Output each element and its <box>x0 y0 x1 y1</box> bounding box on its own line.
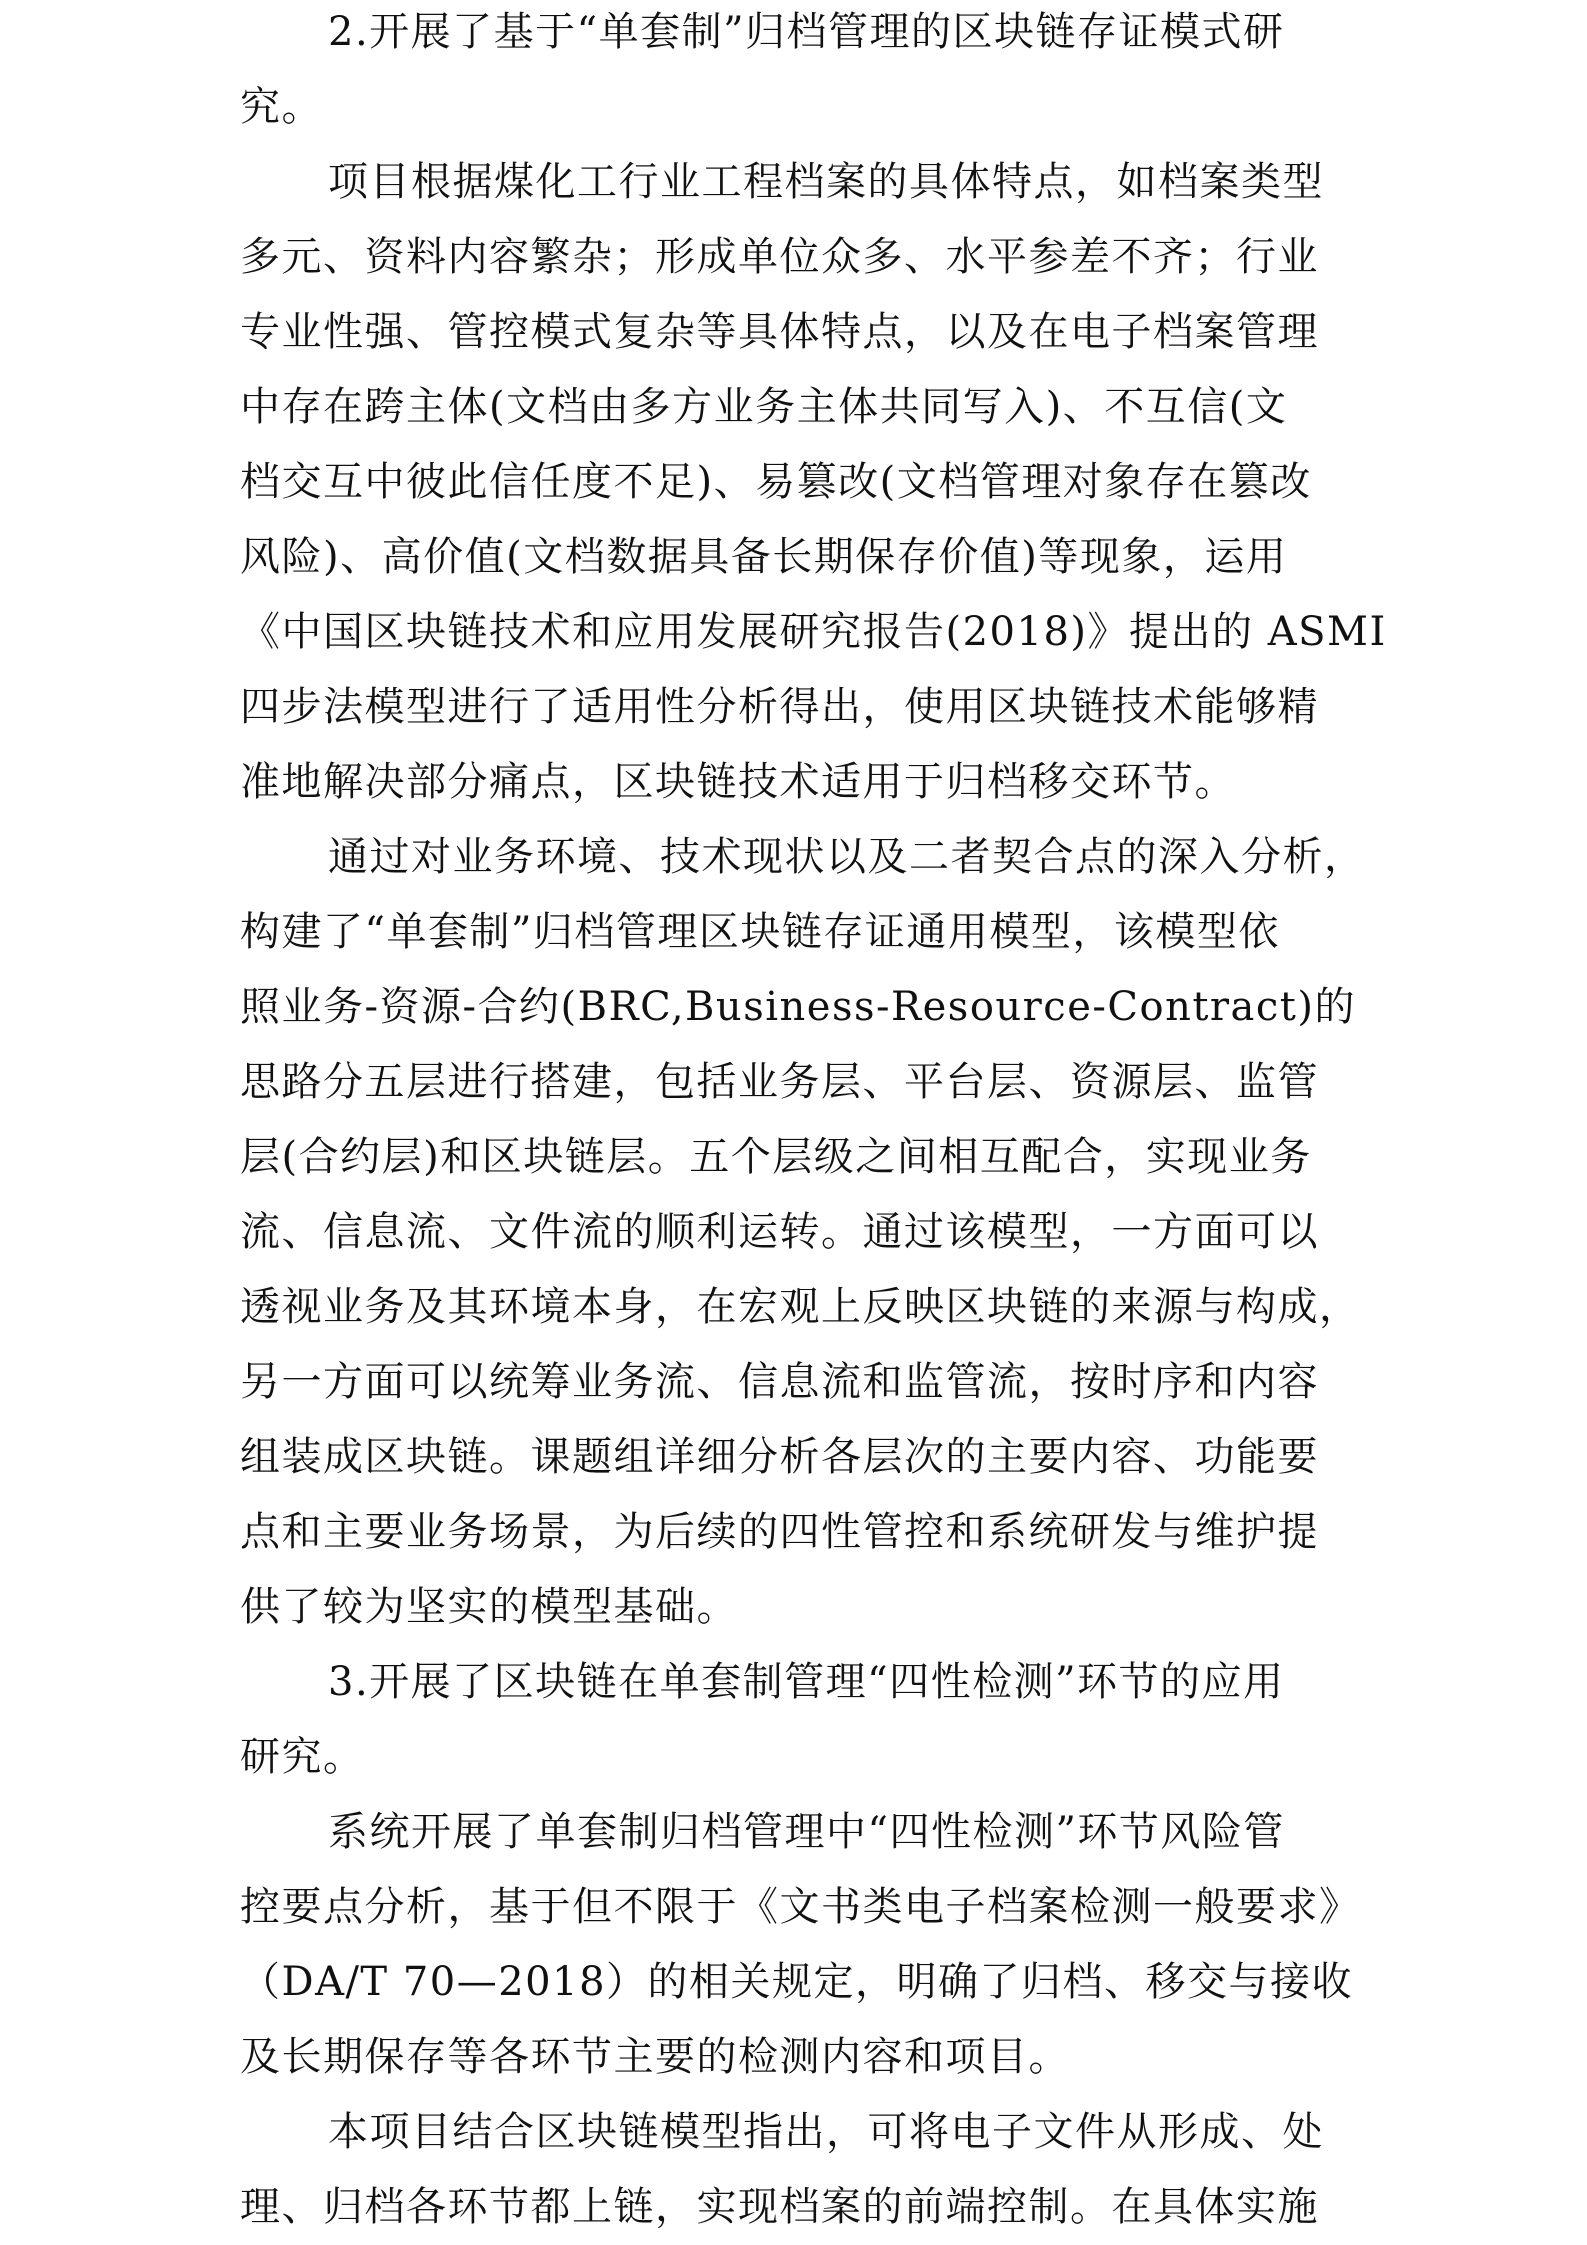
paragraph-line: 照业务-资源-合约(BRC,Business-Resource-Contract)的 <box>240 984 1356 1030</box>
paragraph-line: 及长期保存等各环节主要的检测内容和项目。 <box>240 2034 1070 2080</box>
paragraph-line: 四步法模型进行了适用性分析得出，使用区块链技术能够精 <box>240 684 1319 730</box>
paragraph-line: 组装成区块链。课题组详细分析各层次的主要内容、功能要 <box>240 1434 1319 1480</box>
paragraph-line: 多元、资料内容繁杂；形成单位众多、水平参差不齐；行业 <box>240 234 1319 280</box>
section-heading-3-line-2: 研究。 <box>240 1734 365 1780</box>
paragraph-line: 流、信息流、文件流的顺利运转。通过该模型，一方面可以 <box>240 1209 1319 1255</box>
paragraph-line: 控要点分析，基于但不限于《文书类电子档案检测一般要求》 <box>240 1884 1361 1930</box>
paragraph-line: 点和主要业务场景，为后续的四性管控和系统研发与维护提 <box>240 1509 1319 1555</box>
paragraph-line: 风险)、高价值(文档数据具备长期保存价值)等现象，运用 <box>240 534 1288 580</box>
paragraph-line: （DA/T 70—2018）的相关规定，明确了归档、移交与接收 <box>240 1959 1354 2005</box>
paragraph-line: 系统开展了单套制归档管理中“四性检测”环节风险管 <box>328 1809 1285 1855</box>
paragraph-line: 思路分五层进行搭建，包括业务层、平台层、资源层、监管 <box>240 1059 1319 1105</box>
paragraph-line: 中存在跨主体(文档由多方业务主体共同写入)、不互信(文 <box>240 384 1288 430</box>
paragraph-line: 构建了“单套制”归档管理区块链存证通用模型，该模型依 <box>240 909 1280 955</box>
paragraph-line: 本项目结合区块链模型指出，可将电子文件从形成、处 <box>328 2109 1324 2155</box>
paragraph-line: 档交互中彼此信任度不足)、易篡改(文档管理对象存在篡改 <box>240 459 1312 505</box>
section-heading-2-line-1: 2.开展了基于“单套制”归档管理的区块链存证模式研 <box>328 9 1285 55</box>
paragraph-line: 准地解决部分痛点，区块链技术适用于归档移交环节。 <box>240 759 1236 805</box>
paragraph-line: 《中国区块链技术和应用发展研究报告(2018)》提出的 ASMI <box>240 609 1387 655</box>
paragraph-line: 透视业务及其环境本身，在宏观上反映区块链的来源与构成， <box>240 1284 1361 1330</box>
paragraph-line: 专业性强、管控模式复杂等具体特点，以及在电子档案管理 <box>240 309 1319 355</box>
paragraph-line: 另一方面可以统筹业务流、信息流和监管流，按时序和内容 <box>240 1359 1319 1405</box>
section-heading-3-line-1: 3.开展了区块链在单套制管理“四性检测”环节的应用 <box>328 1659 1285 1705</box>
paragraph-line: 供了较为坚实的模型基础。 <box>240 1584 738 1630</box>
section-heading-2-line-2: 究。 <box>240 84 323 130</box>
paragraph-line: 层(合约层)和区块链层。五个层级之间相互配合，实现业务 <box>240 1134 1312 1180</box>
paragraph-line: 理、归档各环节都上链，实现档案的前端控制。在具体实施 <box>240 2184 1319 2230</box>
paragraph-line: 通过对业务环境、技术现状以及二者契合点的深入分析， <box>328 834 1366 880</box>
paragraph-line: 项目根据煤化工行业工程档案的具体特点，如档案类型 <box>328 159 1324 205</box>
